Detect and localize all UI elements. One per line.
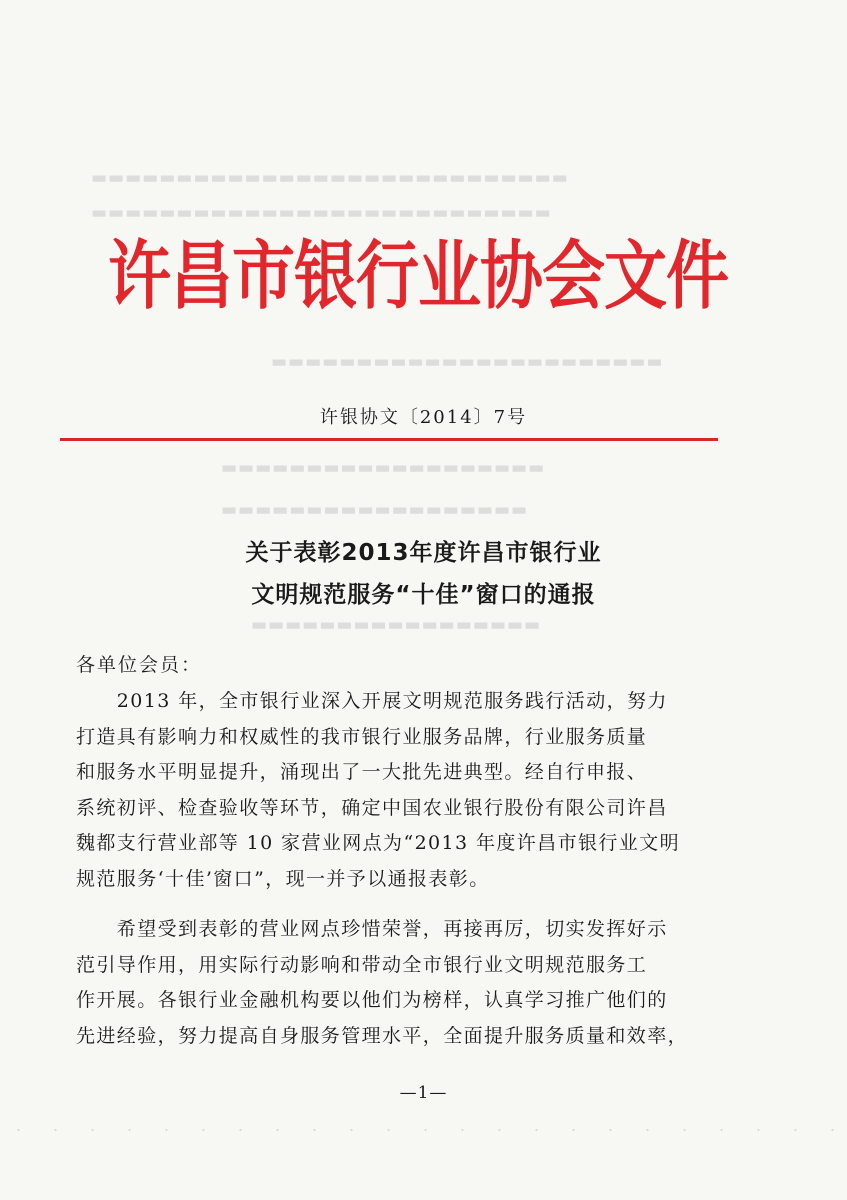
body-paragraph-1 — [76, 684, 716, 897]
document-title-line-2: 文明规范服务“十佳”窗口的通报 — [251, 582, 596, 608]
paragraph-line: 希望受到表彰的营业网点珍惜荣誉，再接再厉，切实发挥好示 — [76, 918, 668, 940]
red-divider-rule — [60, 438, 718, 441]
paragraph-line: 作开展。各银行业金融机构要以他们为榜样，认真学习推广他们的 — [76, 989, 668, 1011]
document-number: 许银协文〔2014〕7号 — [319, 407, 528, 428]
bleed-through-text: ▬▬▬▬▬▬▬▬▬▬▬▬▬▬▬▬▬▬▬▬▬▬▬ — [270, 352, 663, 372]
paragraph-line: 和服务水平明显提升，涌现出了一大批先进典型。经自行申报、 — [76, 761, 648, 783]
document-masthead: 许昌市银行业协会文件 — [108, 233, 728, 320]
paragraph-line: 范引导作用，用实际行动影响和带动全市银行业文明规范服务工 — [76, 953, 648, 976]
bleed-through-text: ▬▬▬▬▬▬▬▬▬▬▬▬▬▬▬▬▬▬▬ — [220, 458, 545, 478]
bleed-through-text: ▬▬▬▬▬▬▬▬▬▬▬▬▬▬▬▬▬▬ — [220, 500, 528, 520]
bleed-through-text: ▬▬▬▬▬▬▬▬▬▬▬▬▬▬▬▬▬ — [250, 615, 541, 635]
bleed-through-text: ▬▬▬▬▬▬▬▬▬▬▬▬▬▬▬▬▬▬▬▬▬▬▬▬▬▬▬ — [90, 203, 551, 223]
body-paragraph-2 — [76, 912, 716, 1054]
paragraph-line: 先进经验，努力提高自身服务管理水平，全面提升服务质量和效率， — [76, 1024, 689, 1047]
paragraph-line: 规范服务‘十佳’窗口”，现一并予以通报表彰。 — [76, 867, 490, 890]
salutation: 各单位会员： — [76, 654, 203, 676]
paragraph-line: 系统初评、检查验收等环节，确定中国农业银行股份有限公司许昌 — [76, 796, 668, 819]
document-title-line-1: 关于表彰2013年度许昌市银行业 — [245, 540, 602, 566]
paragraph-line: 打造具有影响力和权威性的我市银行业服务品牌，行业服务质量 — [76, 725, 648, 748]
bleed-through-text: ▬▬▬▬▬▬▬▬▬▬▬▬▬▬▬▬▬▬▬▬▬▬▬▬▬▬▬▬ — [90, 168, 568, 188]
scan-noise — [0, 1125, 847, 1135]
paragraph-line: 2013 年，全市银行业深入开展文明规范服务践行活动，努力 — [76, 690, 668, 712]
paragraph-line: 魏都支行营业部等 10 家营业网点为“2013 年度许昌市银行业文明 — [76, 832, 680, 854]
page-number: —1— — [399, 1083, 448, 1103]
